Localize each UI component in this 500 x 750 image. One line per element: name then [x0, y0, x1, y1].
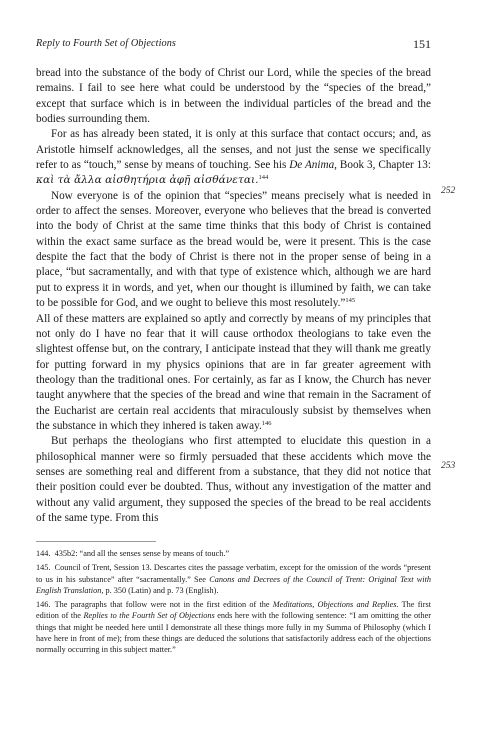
footnote-ref-144[interactable]: 144	[258, 174, 269, 182]
paragraph: But perhaps the theologians who first attempted to elucidate this question in a philosophical manner were so firmly persuaded that these accidents which move the senses are something real and different from a substance, that they did not notice that their position could ever be doubted. Thus, without any investigation of the matter and without any valid argument, they supposed the species of the bread to be real accidents of the same type. From this	[36, 435, 431, 524]
footnotes	[36, 548, 431, 659]
margin-number-252: 252	[441, 186, 456, 196]
work-title: De Anima,	[289, 159, 337, 172]
body-text	[36, 66, 431, 526]
cited-title: Canons and Decrees of the Council of Trent: Original Text with English Translation,	[36, 574, 431, 595]
footnote-ref-145[interactable]: 145	[345, 297, 356, 305]
paragraph: Now everyone is of the opinion that “species” means precisely what is needed in order to affect the senses. Moreover, everyone who believes that the bread is converted into the body of Christ at the same time thinks that this body of Christ is contained within the exact same surface as the bread would be, were it present. This is the case despite the fact that the body of Christ is there not in the proper sense of being in a place, “but sacramentally, and with that type of existence which, although we are hard put to express it in words, and yet, when our thought is illumined by faith, we can take to be possible for God, and we ought to believe this most resolutely.”$^{145}$	[36, 189, 431, 310]
page-number: 151	[413, 37, 431, 51]
footnote-146: 146. The paragraphs that follow were not in the first edition of the Meditations, Objections and Replies. The first edition of the Replies to the Fourth Set of Objections ends here with the following sentence: “I am omitting the other things that might be needed here until I demonstrate all these things more fully in my Summa of Philosophy (which I have here in front of me); from these things are deduced the solutions that satisfactorily address each of the objections normally occurring in this subject matter.”	[36, 600, 431, 655]
footnote-145: 145. Council of Trent, Session 13. Descartes cites the passage verbatim, except for the omission of the words “present to us in his substance” after “sacramentally.” See Canons and Decrees of the Council of Trent: Original Text with English Translation, p. 350 (Latin) and p. 73 (English).	[36, 563, 431, 595]
greek-quotation: καὶ τὰ ἄλλα αἰσθητήρια ἁφῇ αἰσθάνεται.	[36, 174, 259, 187]
footnote-rule	[36, 541, 156, 542]
cited-title: Replies to the Fourth Set of Objections	[83, 611, 215, 621]
paragraph: bread into the substance of the body of Christ our Lord, while the species of the bread remains. I fail to see here what could be understood by the “species of the bread,” except that surface which is in between the individual particles of the bread and the bodies surrounding them.	[36, 67, 431, 126]
cited-title: Meditations, Objections and Replies.	[272, 600, 399, 610]
margin-number-253: 253	[441, 461, 456, 471]
footnote-144: 144. 435b2: “and all the senses sense by means of touch.”	[36, 549, 230, 558]
footnote-ref-146[interactable]: 146	[261, 419, 272, 427]
paragraph: For as has already been stated, it is only at this surface that contact occurs; and, as Aristotle himself acknowledges, all the senses, and not just the sense we specifically refer to as “touch,” sense by means of touching. See his De Anima, Book 3, Chapter 13: καὶ τὰ ἄλλα αἰσθητήρια ἁφῇ αἰσθάνεται.$^{144}$	[36, 128, 431, 187]
running-title: Reply to Fourth Set of Objections	[36, 38, 176, 49]
paragraph: All of these matters are explained so aptly and correctly by means of my principles that not only do I have no fear that it will cause orthodox theologians to take even the slightest offense but, on the contrary, I anticipate instead that they will thank me greatly for putting forward in my physics opinions that are in far greater agreement with theology than the traditional ones. For certainly, as far as I know, the Church has never taught anywhere that the species of the bread and wine that remain in the Sacrament of the Eucharist are certain real accidents that miraculously subsist by themselves when the substance in which they inhered is taken away.$^{146}$	[36, 312, 431, 432]
running-head	[36, 38, 431, 54]
